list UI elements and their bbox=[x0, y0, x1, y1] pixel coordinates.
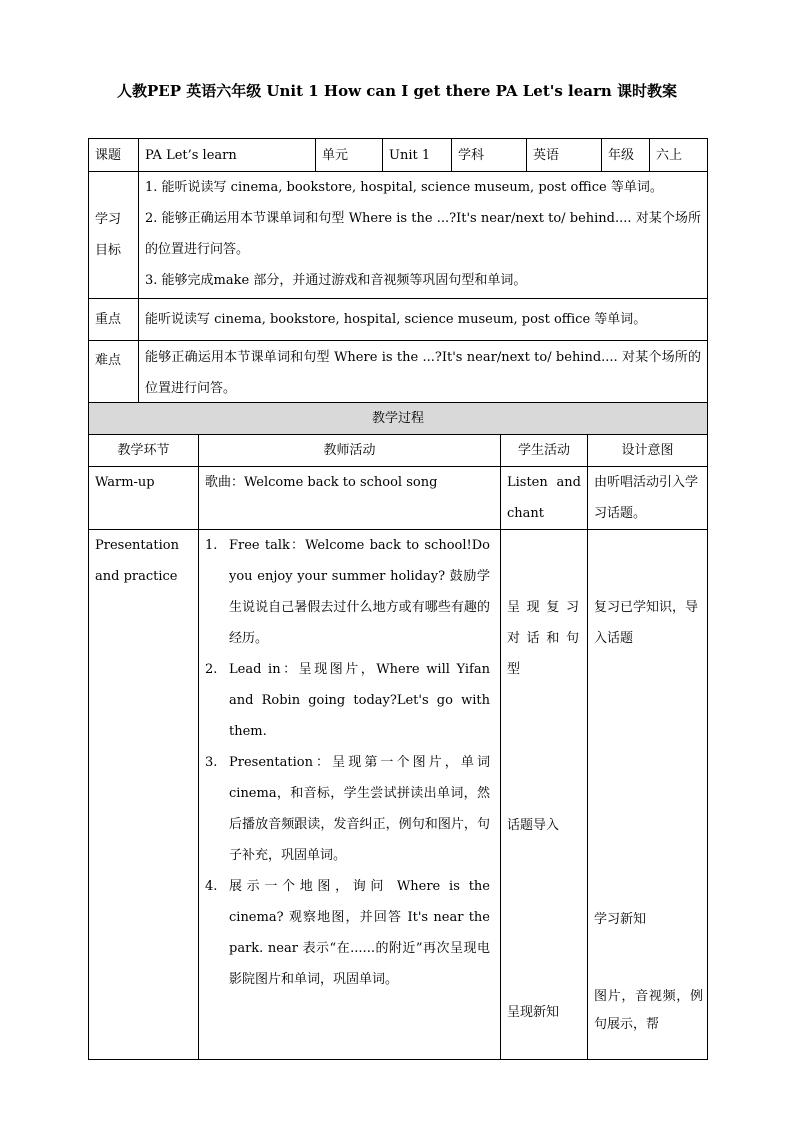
step-text: Lead in：呈现图片，Where will Yifan and Robin going today?Let's go with them. bbox=[229, 662, 490, 739]
warmup-teacher: 歌曲：Welcome back to school song bbox=[199, 467, 501, 530]
warmup-intent: 由听唱活动引入学习话题。 bbox=[588, 467, 708, 530]
process-header: 教学过程 bbox=[89, 403, 708, 435]
column-header: 教师活动 bbox=[199, 435, 501, 467]
teacher-step bbox=[205, 654, 494, 747]
grade-value: 六上 bbox=[650, 139, 708, 172]
column-header: 学生活动 bbox=[501, 435, 588, 467]
teacher-steps bbox=[205, 530, 494, 995]
presentation-student bbox=[501, 530, 588, 1060]
topic-value: PA Let’s learn bbox=[139, 139, 316, 172]
column-header: 设计意图 bbox=[588, 435, 708, 467]
step-text: Free talk：Welcome back to school!Do you enjoy your summer holiday? 鼓励学生说说自己暑假去过什么地方或有哪些有趣的经历。 bbox=[229, 538, 490, 646]
presentation-intent bbox=[588, 530, 708, 1060]
teacher-step bbox=[205, 747, 494, 871]
step-text: 展示一个地图，询问 Where is the cinema? 观察地图，并回答 It's near the park. near 表示“在......的附近”再次呈现电影院图片和单词，巩固单词。 bbox=[229, 879, 490, 987]
step-number: 4. bbox=[205, 879, 218, 894]
goals-label: 学习目标 bbox=[89, 172, 139, 299]
student-note: 话题导入 bbox=[507, 818, 560, 833]
intent-note: 图片，音视频，例句展示，帮 bbox=[594, 989, 704, 1032]
column-header: 教学环节 bbox=[89, 435, 199, 467]
key-label: 重点 bbox=[89, 299, 139, 341]
difficulty-label: 难点 bbox=[89, 341, 139, 405]
step-number: 1. bbox=[205, 538, 218, 553]
info-table bbox=[88, 138, 708, 405]
student-note: 呈现复习对话和句型 bbox=[507, 600, 581, 677]
unit-label: 单元 bbox=[316, 139, 383, 172]
goal-item: 2. 能够正确运用本节课单词和句型 Where is the ...?It's near/next to/ behind.... 对某个场所的位置进行问答。 bbox=[145, 211, 701, 257]
step-number: 3. bbox=[205, 755, 218, 770]
intent-note: 学习新知 bbox=[594, 912, 647, 927]
warmup-student: Listen and chant bbox=[501, 467, 588, 530]
grade-label: 年级 bbox=[602, 139, 650, 172]
teacher-step bbox=[205, 530, 494, 654]
subject-value: 英语 bbox=[527, 139, 602, 172]
presentation-teacher bbox=[199, 530, 501, 1060]
step-text: Presentation：呈现第一个图片，单词cinema，和音标，学生尝试拼读出单词，然后播放音频跟读，发音纠正，例句和图片，句子补充，巩固单词。 bbox=[229, 755, 490, 863]
goal-item: 1. 能听说读写 cinema, bookstore, hospital, science museum, post office 等单词。 bbox=[145, 180, 663, 195]
difficulty-value: 能够正确运用本节课单词和句型 Where is the ...?It's near/next to/ behind.... 对某个场所的位置进行问答。 bbox=[139, 341, 708, 405]
process-table bbox=[88, 402, 708, 1060]
document-title: 人教PEP 英语六年级 Unit 1 How can I get there PA Let's learn 课时教案 bbox=[116, 82, 677, 100]
key-value: 能听说读写 cinema, bookstore, hospital, science museum, post office 等单词。 bbox=[139, 299, 708, 341]
warmup-stage: Warm-up bbox=[89, 467, 199, 530]
subject-label: 学科 bbox=[452, 139, 527, 172]
goals-cell bbox=[139, 172, 708, 299]
teacher-step bbox=[205, 871, 494, 995]
intent-note: 复习已学知识，导入话题 bbox=[594, 600, 699, 646]
unit-value: Unit 1 bbox=[383, 139, 452, 172]
topic-label: 课题 bbox=[89, 139, 139, 172]
step-number: 2. bbox=[205, 662, 218, 677]
student-note: 呈现新知 bbox=[507, 1005, 560, 1020]
goal-item: 3. 能够完成make 部分，并通过游戏和音视频等巩固句型和单词。 bbox=[145, 273, 527, 288]
presentation-stage: Presentation and practice bbox=[89, 530, 199, 1060]
